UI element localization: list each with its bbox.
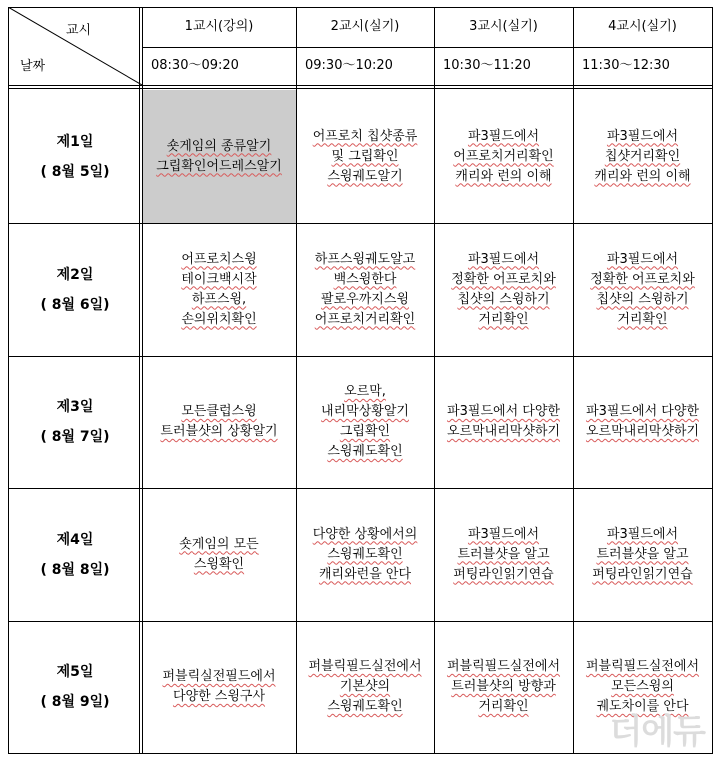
watermark-logo: 더에듀: [609, 712, 705, 752]
lesson-line: 그립확인어드레스알기: [156, 158, 282, 174]
period-label-cell: [434, 7, 573, 47]
lesson-line: 퍼블릭필드실전에서: [585, 659, 700, 674]
lesson-line: 거리확인: [478, 699, 529, 714]
row-rule: [8, 223, 712, 224]
border-left: [8, 7, 9, 753]
day-cell: [8, 90, 142, 223]
day-col-rule-2: [142, 7, 143, 753]
header-rule-1: [8, 85, 712, 86]
lesson-line: 그립확인: [339, 424, 391, 439]
header-rule-2: [8, 88, 712, 89]
period-label: 1교시(강의): [184, 19, 254, 34]
lesson-line: 숏게임의 종류알기: [166, 138, 272, 154]
lesson-cell: [296, 90, 434, 223]
period-label-cell: [573, 7, 712, 47]
lesson-line: 팔로우까지스윙: [321, 291, 409, 307]
lesson-cell: [142, 356, 296, 488]
period-time: 10:30～11:20: [443, 58, 531, 73]
lesson-line: 테이크백시작: [181, 271, 257, 287]
lesson-cell: [296, 488, 434, 621]
lesson-line: 칩샷거리확인: [604, 148, 681, 164]
lesson-line: 파3필드에서: [467, 251, 540, 267]
lesson-cell: [573, 90, 712, 223]
lesson-line: 백스윙한다: [333, 271, 397, 287]
day-label: 제5일: [56, 664, 94, 680]
lesson-line: 스윙궤도확인: [327, 444, 403, 459]
border-bottom: [8, 753, 712, 754]
day-cell: [8, 356, 142, 488]
lesson-line: 스윙확인: [193, 556, 245, 572]
period-label: 4교시(실기): [608, 19, 677, 34]
lesson-cell: [296, 621, 434, 753]
lesson-cell: [296, 223, 434, 356]
lesson-line: 퍼블릭필드실전에서: [446, 659, 561, 674]
lesson-line: 정확한 어프로치와: [590, 271, 695, 287]
lesson-line: 거리확인: [617, 311, 668, 327]
period-time: 11:30～12:30: [582, 58, 670, 73]
lesson-cell: [573, 488, 712, 621]
day-date: ( 8월 9일): [40, 694, 110, 710]
lesson-line: 정확한 어프로치와: [451, 271, 556, 287]
lesson-line: 궤도차이를 안다: [596, 699, 689, 714]
lesson-line: 모든클럽스윙: [181, 404, 257, 419]
corner-label-period: 교시: [66, 23, 92, 38]
lesson-line: 트러블샷을 알고: [596, 546, 689, 562]
lesson-line: 파3필드에서: [606, 128, 679, 144]
lesson-line: 스윙궤도확인: [327, 699, 403, 714]
day-cell: [8, 223, 142, 356]
day-date: ( 8월 6일): [40, 296, 110, 313]
lesson-cell: [434, 488, 573, 621]
lesson-line: 파3필드에서: [467, 128, 540, 144]
col-rule: [296, 7, 297, 753]
lesson-line: 스윙궤도알기: [327, 168, 403, 184]
lesson-cell: [434, 621, 573, 753]
lesson-line: 퍼블릭필드실전에서: [308, 659, 422, 674]
lesson-line: 퍼팅라인읽기연습: [592, 566, 693, 582]
lesson-cell: [434, 90, 573, 223]
lesson-cell: [296, 356, 434, 488]
period-label: 2교시(실기): [330, 19, 400, 34]
border-top: [8, 7, 712, 8]
day-label: 제4일: [56, 531, 94, 548]
period-label: 3교시(실기): [469, 19, 538, 34]
corner-header: [8, 7, 142, 85]
lesson-line: 하프스윙,: [191, 291, 247, 307]
row-rule: [8, 621, 712, 622]
lesson-line: 트러블샷의 방향과: [451, 679, 556, 694]
period-time: 08:30～09:20: [151, 58, 239, 73]
lesson-line: 오르막내리막샷하기: [585, 424, 700, 439]
lesson-line: 파3필드에서: [467, 526, 540, 542]
lesson-line: 모든스윙의: [611, 679, 674, 694]
day-date: ( 8월 8일): [40, 561, 110, 578]
period-time-cell: [573, 47, 712, 85]
lesson-line: 파3필드에서 다양한: [447, 404, 560, 419]
lesson-line: 파3필드에서 다양한: [586, 404, 699, 419]
day-date: ( 8월 7일): [40, 429, 110, 445]
period-label-cell: [142, 7, 296, 47]
row-rule: [8, 356, 712, 357]
row-rule: [8, 488, 712, 489]
lesson-line: 파3필드에서: [606, 251, 679, 267]
lesson-line: 오르막내리막샷하기: [446, 424, 561, 439]
lesson-cell: [142, 488, 296, 621]
lesson-line: 거리확인: [478, 311, 529, 327]
lesson-line: 어프로치거리확인: [453, 148, 554, 164]
lesson-cell: [142, 621, 296, 753]
period-label-cell: [296, 7, 434, 47]
day-cell: [8, 488, 142, 621]
lesson-line: 칩샷의 스윙하기: [596, 291, 689, 307]
lesson-line: 칩샷의 스윙하기: [457, 291, 550, 307]
lesson-line: 오르막,: [344, 384, 386, 399]
period-time: 09:30～10:20: [305, 58, 393, 73]
lesson-cell: [434, 356, 573, 488]
lesson-line: 다양한 스윙구사: [172, 689, 266, 704]
day-col-rule-1: [139, 7, 140, 753]
lesson-line: 다양한 상황에서의: [312, 526, 418, 542]
lesson-line: 캐리와 런의 이해: [594, 168, 691, 184]
lesson-line: 하프스윙궤도알고: [314, 251, 416, 267]
lesson-line: 어프로치스윙: [181, 251, 257, 267]
period-time-cell: [434, 47, 573, 85]
lesson-line: 손의위치확인: [181, 311, 257, 327]
lesson-line: 퍼팅라인읽기연습: [453, 566, 554, 582]
day-cell: [8, 621, 142, 753]
lesson-line: 캐리와 런의 이해: [455, 168, 552, 184]
day-date: ( 8월 5일): [40, 163, 110, 180]
lesson-cell: [434, 223, 573, 356]
lesson-line: 트러블샷의 상황알기: [160, 424, 278, 439]
lesson-line: 어프로치 칩샷종류: [312, 128, 418, 144]
lesson-line: 퍼블릭실전필드에서: [162, 669, 276, 684]
day-label: 제2일: [56, 266, 94, 283]
lesson-line: 내리막상황알기: [321, 404, 409, 419]
header-mid-rule: [142, 47, 712, 48]
lesson-line: 기본샷의: [339, 679, 391, 694]
lesson-line: 스윙궤도확인: [327, 546, 403, 562]
lesson-line: 파3필드에서: [606, 526, 679, 542]
day-label: 제1일: [56, 133, 94, 150]
lesson-cell: [142, 90, 296, 223]
lesson-line: 및 그립확인: [331, 148, 399, 164]
lesson-cell: [573, 356, 712, 488]
lesson-cell: [142, 223, 296, 356]
border-right: [712, 7, 713, 754]
lesson-line: 트러블샷을 알고: [457, 546, 550, 562]
period-time-cell: [142, 47, 296, 85]
period-time-cell: [296, 47, 434, 85]
lesson-line: 캐리와런을 안다: [318, 566, 412, 582]
lesson-cell: [573, 223, 712, 356]
lesson-line: 어프로치거리확인: [314, 311, 416, 327]
col-rule: [434, 7, 435, 753]
corner-label-date: 날짜: [20, 59, 46, 74]
col-rule: [573, 7, 574, 753]
day-label: 제3일: [56, 399, 94, 415]
lesson-line: 숏게임의 모든: [179, 536, 259, 552]
